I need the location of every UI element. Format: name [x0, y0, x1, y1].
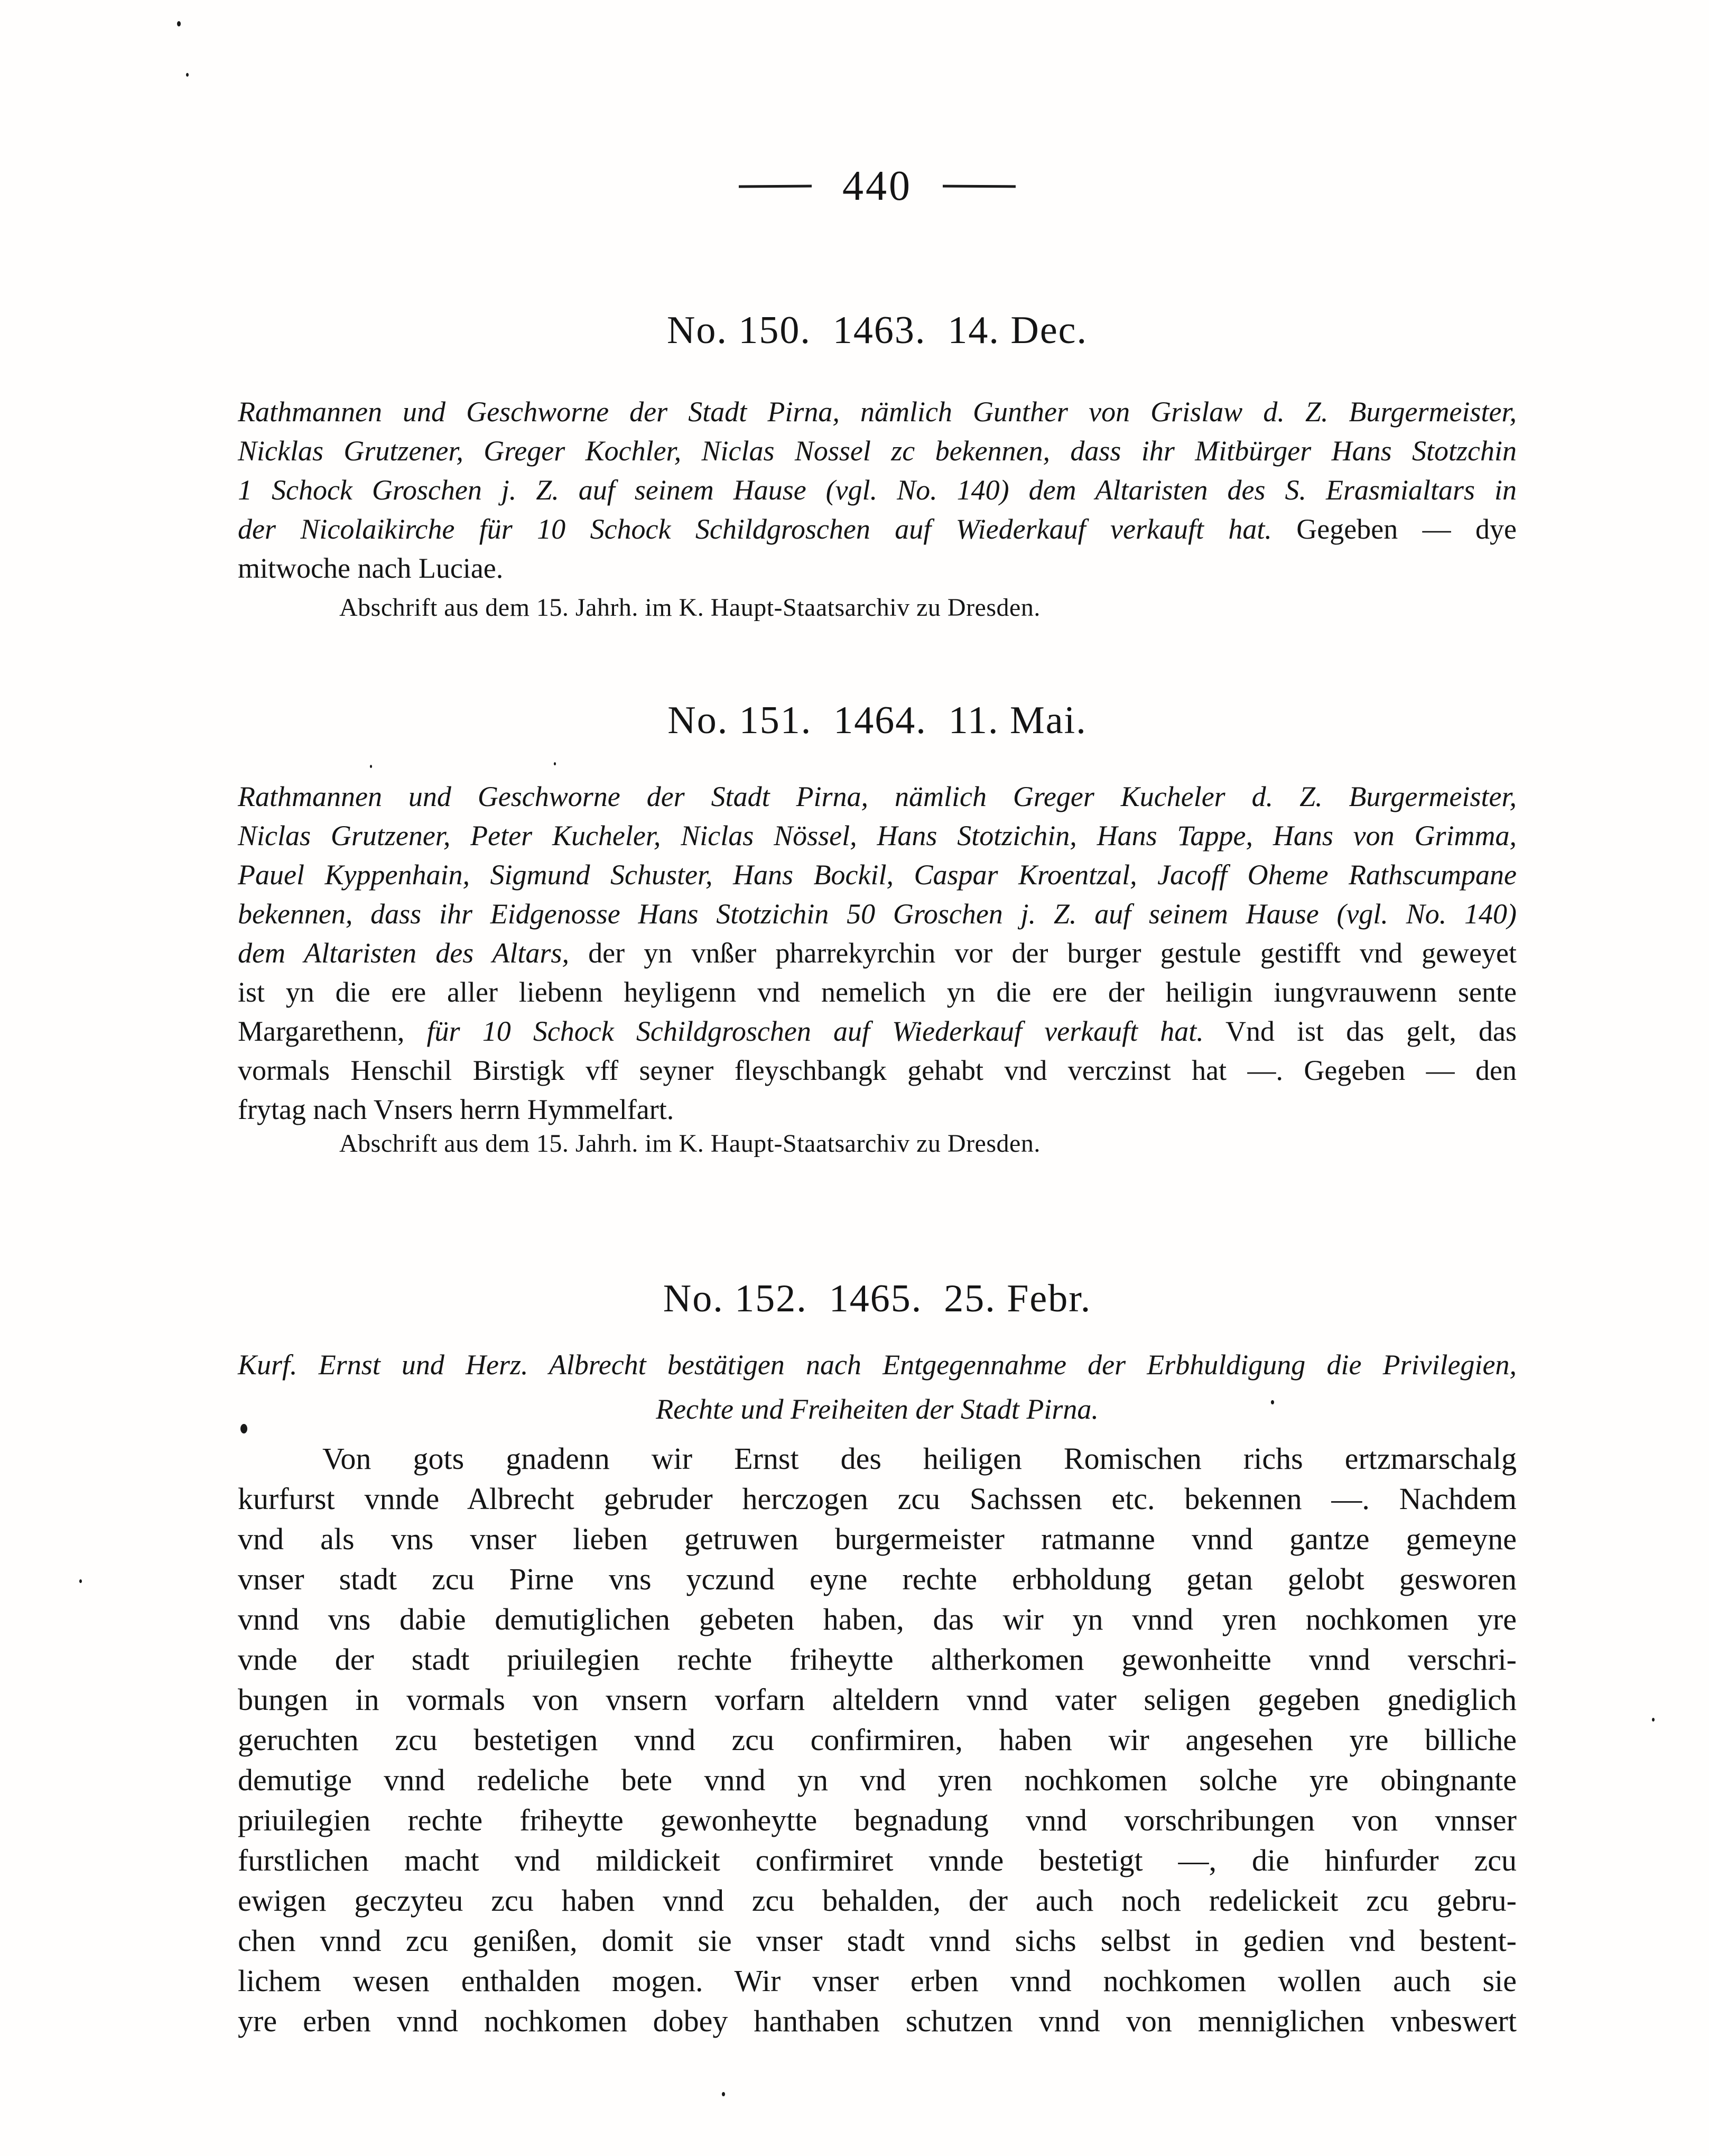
text-segment: vormals Henschil Birstigk vff seyner fleyschbangk gehabt vnd verczinst hat —. Gegeben — den — [238, 1054, 1517, 1086]
text-segment: lichem wesen enthalden mogen. Wir vnser erben vnnd nochkomen wollen auch sie — [238, 1964, 1517, 1998]
text-segment: geruchten zcu bestetigen vnnd zcu confirmiren, haben wir angesehen yre billiche — [238, 1723, 1517, 1757]
text-line — [238, 1800, 1517, 1840]
text-segment: mitwoche nach Luciae. — [238, 552, 504, 584]
regest-italic-segment: Rechte und Freiheiten der Stadt Pirna. — [656, 1393, 1099, 1425]
text-line — [238, 549, 1517, 588]
text-segment: furstlichen macht vnd mildickeit confirmiret vnnde bestetigt —, die hinfurder zcu — [238, 1843, 1517, 1877]
ink-speck — [370, 765, 372, 768]
text-segment: Von gots gnadenn wir Ernst des heiligen Romischen richs ertzmarschalg — [322, 1441, 1517, 1476]
ink-speck — [240, 1424, 247, 1433]
text-line — [238, 392, 1517, 431]
text-line — [238, 816, 1517, 855]
entry-151-heading: No. 151. 1464. 11. Mai. — [667, 699, 1087, 742]
text-line — [238, 1090, 1517, 1129]
page-number: 440 — [842, 163, 912, 209]
text-line — [238, 1720, 1517, 1760]
ink-speck — [79, 1579, 82, 1583]
header-rule-right — [943, 184, 1016, 188]
entry-151-regest — [238, 777, 1517, 1129]
text-segment: der yn vnßer pharrekyrchin vor der burger gestule gestifft vnd geweyet — [569, 937, 1517, 969]
text-line — [238, 470, 1517, 510]
text-line — [238, 1599, 1517, 1640]
text-segment: Gegeben — dye — [1271, 513, 1517, 545]
regest-italic-segment: für 10 Schock Schildgroschen auf Wiederkauf verkauft hat. — [426, 1015, 1204, 1047]
text-segment: yre erben vnnd nochkomen dobey hanthaben schutzen vnnd von menniglichen vnbeswert — [238, 2004, 1517, 2038]
text-segment: frytag nach Vnsers herrn Hymmelfart. — [238, 1094, 674, 1125]
text-segment: vnde der stadt priuilegien rechte friheytte altherkomen gewonheitte vnnd verschri- — [238, 1642, 1517, 1677]
regest-italic-segment: dem Altaristen des Altars, — [238, 937, 569, 969]
ink-speck — [177, 21, 181, 26]
text-segment: Vnd ist das gelt, das — [1203, 1015, 1517, 1047]
text-line — [238, 1519, 1517, 1559]
text-segment: vnd als vns vnser lieben getruwen burgermeister ratmanne vnnd gantze gemeyne — [238, 1522, 1517, 1556]
text-line — [238, 1479, 1517, 1519]
regest-italic-segment: Rathmannen und Geschworne der Stadt Pirna, nämlich Greger Kucheler d. Z. Burgermeister, — [238, 781, 1517, 812]
text-line — [238, 855, 1517, 894]
regest-italic-segment: bekennen, dass ihr Eidgenosse Hans Stotzichin 50 Groschen j. Z. auf seinem Hause (vgl. No. 140) — [238, 898, 1517, 930]
entry-150-heading: No. 150. 1463. 14. Dec. — [666, 309, 1088, 352]
text-segment: ewigen geczyteu zcu haben vnnd zcu behalden, der auch noch redelickeit zcu gebru- — [238, 1883, 1517, 1918]
text-segment: priuilegien rechte friheytte gewonheytte begnadung vnnd vorschribungen von vnnser — [238, 1803, 1517, 1837]
text-line — [238, 1840, 1517, 1881]
regest-italic-segment: Nicklas Grutzener, Greger Kochler, Niclas Nossel zc bekennen, dass ihr Mitbürger Hans Stotzchin — [238, 435, 1517, 467]
regest-italic-segment: Kurf. Ernst und Herz. Albrecht bestätigen nach Entgegennahme der Erbhuldigung die Privilegien, — [238, 1349, 1517, 1381]
regest-italic-segment: 1 Schock Groschen j. Z. auf seinem Hause (vgl. No. 140) dem Altaristen des S. Erasmialtars in — [238, 474, 1517, 506]
text-segment: Margarethenn, — [238, 1015, 427, 1047]
entry-150-source-note: Abschrift aus dem 15. Jahrh. im K. Haupt-Staatsarchiv zu Dresden. — [339, 594, 1041, 622]
entry-152-heading: No. 152. 1465. 25. Febr. — [663, 1277, 1092, 1320]
text-line — [238, 1051, 1517, 1090]
text-segment: chen vnnd zcu genißen, domit sie vnser stadt vnnd sichs selbst in gedien vnd bestent- — [238, 1923, 1517, 1958]
text-segment: ist yn die ere aller liebenn heyligenn vnd nemelich yn die ere der heiligin iungvrauwenn sente — [238, 976, 1517, 1008]
ink-speck — [554, 762, 556, 765]
text-line — [238, 1387, 1517, 1431]
text-line — [238, 1680, 1517, 1720]
text-line — [238, 1760, 1517, 1800]
text-line — [238, 894, 1517, 933]
regest-italic-segment: Niclas Grutzener, Peter Kucheler, Niclas Nössel, Hans Stotzichin, Hans Tappe, Hans von Grimma, — [238, 820, 1517, 852]
text-line — [238, 2001, 1517, 2041]
text-line — [238, 973, 1517, 1012]
regest-italic-segment: der Nicolaikirche für 10 Schock Schildgroschen auf Wiederkauf verkauft hat. — [238, 513, 1272, 545]
text-line — [238, 1439, 1517, 1479]
text-line — [238, 1921, 1517, 1961]
entry-152-body — [238, 1439, 1517, 2041]
text-line — [238, 1012, 1517, 1051]
text-segment: demutige vnnd redeliche bete vnnd yn vnd yren nochkomen solche yre obingnante — [238, 1763, 1517, 1797]
text-line — [238, 777, 1517, 816]
text-segment: bungen in vormals von vnsern vorfarn alteldern vnnd vater seligen gegeben gnediglich — [238, 1682, 1517, 1717]
text-line — [238, 1343, 1517, 1387]
ink-speck — [1652, 1718, 1655, 1722]
text-line — [238, 1640, 1517, 1680]
text-line — [238, 431, 1517, 470]
text-line — [238, 1881, 1517, 1921]
entry-152-regest — [238, 1343, 1517, 1431]
text-line — [238, 1559, 1517, 1599]
ink-speck — [722, 2092, 725, 2096]
text-segment: kurfurst vnnde Albrecht gebruder herczogen zcu Sachssen etc. bekennen —. Nachdem — [238, 1482, 1517, 1516]
regest-italic-segment: Pauel Kyppenhain, Sigmund Schuster, Hans Bockil, Caspar Kroentzal, Jacoff Oheme Rathscumpane — [238, 859, 1517, 891]
entry-151-source-note: Abschrift aus dem 15. Jahrh. im K. Haupt-Staatsarchiv zu Dresden. — [339, 1130, 1041, 1158]
text-segment: vnnd vns dabie demutiglichen gebeten haben, das wir yn vnnd yren nochkomen yre — [238, 1602, 1517, 1636]
ink-speck — [186, 73, 189, 77]
header-rule-left — [739, 184, 812, 188]
text-line — [238, 510, 1517, 549]
running-head — [238, 165, 1517, 207]
text-line — [238, 1961, 1517, 2001]
text-segment: vnser stadt zcu Pirne vns yczund eyne rechte erbholdung getan gelobt gesworen — [238, 1562, 1517, 1596]
entry-150-regest — [238, 392, 1517, 588]
regest-italic-segment: Rathmannen und Geschworne der Stadt Pirna, nämlich Gunther von Grislaw d. Z. Burgermeister, — [238, 396, 1517, 428]
text-line — [238, 933, 1517, 973]
